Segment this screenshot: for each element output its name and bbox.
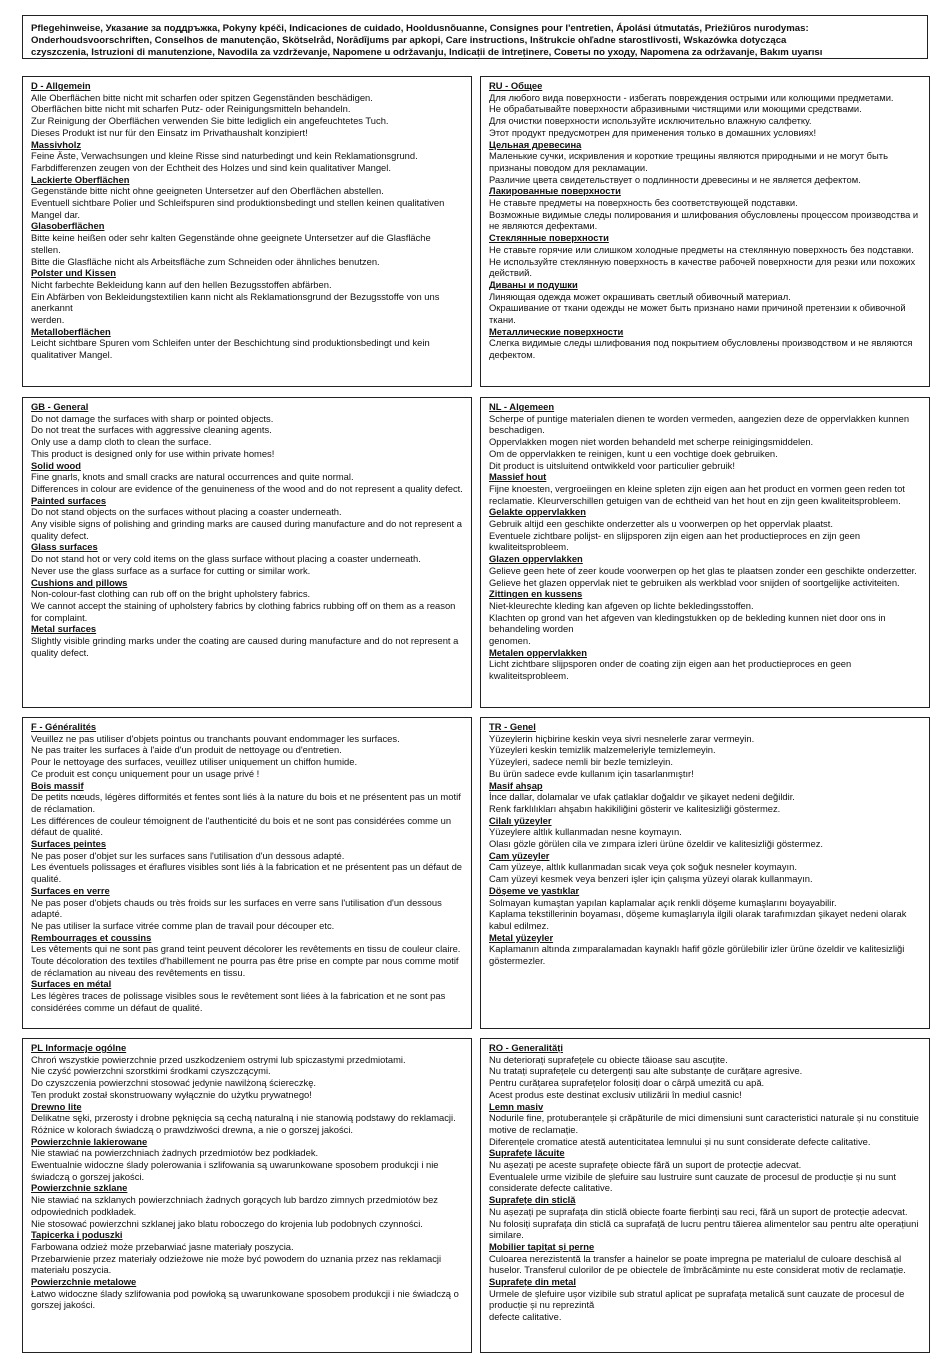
- section-heading: Glasoberflächen: [31, 220, 105, 232]
- section-text: Oppervlakken mogen niet worden behandeld met scherpe reinigingsmiddelen.: [489, 436, 814, 448]
- section-text: Urmele de șlefuire ușor vizibile sub stratul aplicat pe suprafața metalică sunt cauzate de procesul de producție și nu reprezintă: [489, 1287, 905, 1311]
- section-heading: RO - Generalități: [489, 1042, 563, 1053]
- section-heading: RU - Общее: [489, 80, 543, 91]
- section-text: Feine Äste, Verwachsungen und kleine Risse sind naturbedingt und kein Reklamationsgrund.: [31, 150, 418, 162]
- section-text: Для любого вида поверхности - избегать повреждения острыми или колющими предметами.: [489, 91, 894, 103]
- section-text: Kaplamanın altında zımparalamadan kaynaklı hafif gözle görülebilir izler ürüne özeldir ve kalitesizliği göstermezler.: [489, 943, 905, 967]
- section-ro: [480, 1038, 930, 1353]
- section-heading: Surfaces en métal: [31, 978, 112, 990]
- section-text: Only use a damp cloth to clean the surface.: [31, 436, 212, 448]
- section-heading: Rembourrages et coussins: [31, 931, 152, 943]
- section-tr: [480, 717, 930, 1029]
- section-heading: TR - Genel: [489, 721, 536, 732]
- section-text: Farbowana odzież może przebarwiać jasne materiały poszycia.: [31, 1240, 294, 1252]
- section-heading: Cilalı yüzeyler: [489, 814, 552, 826]
- section-text: Do not stand objects on the surfaces without placing a coaster underneath.: [31, 506, 342, 518]
- section-heading: Masif ahşap: [489, 779, 543, 791]
- section-text: Различие цвета свидетельствует о подлинности древесины и не является дефектом.: [489, 173, 861, 185]
- section-text: Gelieve geen hete of zeer koude voorwerpen op het glas te plaatsen zonder een geschikte onderzetter. Gelieve het glazen oppervlak niet te gebruiken als werkblad voor snijden of soortgelijke activiteiten.: [489, 564, 917, 588]
- section-text: Возможные видимые следы полирования и шлифования обусловлены процессом производства и не являются дефектами.: [489, 208, 919, 232]
- section-heading: Cushions and pillows: [31, 576, 128, 588]
- section-ru: [480, 76, 930, 387]
- section-text: Om de oppervlakken te reinigen, kunt u een vochtige doek gebruiken.: [489, 447, 778, 459]
- section-text: Для очистки поверхности используйте исключительно влажную салфетку.: [489, 115, 812, 127]
- section-text: Dit product is uitsluitend ontwikkeld voor particulier gebruik!: [489, 459, 735, 471]
- section-text: Ne pas utiliser la surface vitrée comme plan de travail pour découper etc.: [31, 919, 335, 931]
- section-text: Do not treat the surfaces with aggressive cleaning agents.: [31, 424, 272, 436]
- section-text: Gegenstände bitte nicht ohne geeigneten Untersetzer auf den Oberflächen abstellen.: [31, 185, 384, 197]
- section-text: Przebarwienie przez materiały odzieżowe nie może być powodem do uznania przez nas reklamacji materiału poszycia.: [31, 1252, 442, 1276]
- section-text: Не обрабатывайте поверхности абразивными чистящими или моющими средствами.: [489, 103, 862, 115]
- section-text: Nu așezați pe suprafața din sticlă obiecte foarte fierbinți sau reci, fără un suport de protecție adecvat. Nu folosiți suprafața din sticlă ca suprafață de lucru pentru tăierea alimentelor sau pentru alte operațiuni similare.: [489, 1205, 919, 1241]
- section-heading: NL - Algemeen: [489, 401, 555, 412]
- section-text: Маленькие сучки, искривления и короткие трещины являются природными и не могут быть признаны поводом для рекламации.: [489, 150, 888, 173]
- section-text: Nie stawiać na szklanych powierzchniach żadnych gorących lub bardzo zimnych przedmiotów bez odpowiednich podkładek.: [31, 1194, 438, 1217]
- section-text: Chroń wszystkie powierzchnie przed uszkodzeniem ostrymi lub spiczastymi przedmiotami.: [31, 1053, 406, 1065]
- section-heading: D - Allgemein: [31, 80, 91, 91]
- section-text: Ewentualnie widoczne ślady polerowania i szlifowania są uwarunkowane sposobem produkcji i nie świadczą o gorszej jakości.: [31, 1159, 439, 1182]
- section-text: Do not damage the surfaces with sharp or pointed objects.: [31, 412, 274, 424]
- section-text: Не ставьте предметы на поверхность без соответствующей подставки.: [489, 197, 798, 209]
- section-heading: Metalloberflächen: [31, 325, 111, 337]
- section-text: Fine gnarls, knots and small cracks are natural occurrences and quite normal.: [31, 471, 354, 483]
- section-text: Diferențele cromatice atestă autenticitatea lemnului și nu sunt considerate defecte calitative.: [489, 1135, 871, 1147]
- section-text: Niet-kleurechte kleding kan afgeven op lichte bekledingsstoffen.: [489, 599, 754, 611]
- section-text: Nie stosować powierzchni szklanej jako blatu roboczego do krojenia lub podobnych czynności.: [31, 1217, 423, 1229]
- section-heading: Metal yüzeyler: [489, 931, 554, 943]
- section-heading: Suprafețe din metal: [489, 1276, 576, 1288]
- section-fr: [22, 717, 472, 1029]
- section-text: Veuillez ne pas utiliser d'objets pointus ou tranchants pouvant endommager les surfaces.: [31, 732, 400, 744]
- section-text: Culoarea nerezistentă la transfer a hainelor se poate impregna pe materialul de culoare deschisă al huselor. Transferul culorilor de pe obiectele de îmbrăcăminte nu este considerat motiv de reclamație.: [489, 1252, 906, 1276]
- section-text: Toute décoloration des textiles d'habillement ne pourra pas être prise en compte par nous comme motif de réclamation au niveau des revêtements en tissu.: [31, 955, 459, 978]
- section-text: Do not stand hot or very cold items on the glass surface without placing a coaster underneath.: [31, 553, 421, 565]
- section-heading: Cam yüzeyler: [489, 849, 550, 861]
- section-text: Ne pas poser d'objets chauds ou très froids sur les surfaces en verre sans l'utilisation d'un dessous adapté.: [31, 896, 442, 920]
- section-text: De petits nœuds, légères difformités et fentes sont liés à la nature du bois et ne présentent pas un motif de réclamation.: [31, 791, 461, 814]
- section-text: We cannot accept the staining of upholstery fabrics by clothing fabrics rubbing off on them as a reason for complaint.: [31, 599, 456, 623]
- section-text: Nodurile fine, protuberanțele și crăpăturile de mici dimensiuni sunt caracteristici naturale și nu constituie motive de reclamație.: [489, 1112, 919, 1135]
- section-heading: Metal surfaces: [31, 623, 97, 635]
- section-text: Acest produs este destinat exclusiv utilizării în mediul casnic!: [489, 1088, 742, 1100]
- section-text: Non-colour-fast clothing can rub off on the bright upholstery fabrics.: [31, 588, 311, 600]
- section-heading: Suprafețe lăcuite: [489, 1147, 565, 1159]
- section-text: werden.: [31, 314, 65, 326]
- section-text: Łatwo widoczne ślady szlifowania pod powłoką są uwarunkowane sposobem produkcji i nie świadczą o gorszej jakości.: [31, 1287, 459, 1311]
- section-text: Ne pas traiter les surfaces à l'aide d'un produit de nettoyage ou d'entretien.: [31, 744, 342, 756]
- section-text: Les éventuels polissages et éraflures visibles sont liés à la fabrication et ne présentent pas un défaut de qualité.: [31, 861, 462, 885]
- section-text: Kaplama tekstillerinin boyaması, döşeme kumaşlarıyla ilgili olarak tarafımızdan şikayet nedeni olarak kabul edilmez.: [489, 908, 907, 931]
- section-heading: Powierzchnie szklane: [31, 1182, 128, 1194]
- section-text: Eventualele urme vizibile de șlefuire sau lustruire sunt cauzate de procesul de producție și nu sunt considerate defecte calitative.: [489, 1170, 896, 1194]
- section-nl: [480, 397, 930, 708]
- section-heading: F - Généralités: [31, 721, 97, 732]
- section-heading: Powierzchnie lakierowane: [31, 1135, 148, 1147]
- section-heading: Surfaces peintes: [31, 838, 107, 850]
- section-heading: Lackierte Oberflächen: [31, 173, 130, 185]
- section-text: Окрашивание от ткани одежды не может быть признано нами причиной претензии к обивочной ткани.: [489, 302, 906, 326]
- section-text: Oberflächen bitte nicht mit scharfen Putz- oder Reinigungsmitteln behandeln.: [31, 103, 351, 115]
- section-text: Не используйте стеклянную поверхность в качестве рабочей поверхности для резки или похожих действий.: [489, 255, 916, 279]
- section-heading: Lemn masiv: [489, 1100, 544, 1112]
- section-heading: Solid wood: [31, 459, 81, 471]
- section-gb: [22, 397, 472, 708]
- section-text: Bitte keine heißen oder sehr kalten Gegenstände ohne geeignete Untersetzer auf die Glasfläche stellen.: [31, 232, 431, 255]
- section-text: Yüzeylere altlık kullanmadan nesne koymayın.: [489, 826, 682, 838]
- section-heading: Powierzchnie metalowe: [31, 1276, 137, 1288]
- section-text: Ne pas poser d'objet sur les surfaces sans l'utilisation d'un dessous adapté.: [31, 849, 345, 861]
- header-line: Onderhoudsvoorschriften, Conselhos de manutenção, Skötselråd, Norādījums par apkopi, Care instructions, Inštrukcie ohľadne starostlivosti, Wskazówka dotycząca: [31, 35, 787, 46]
- section-text: This product is designed only for use within private homes!: [31, 447, 275, 459]
- section-heading: Glazen oppervlakken: [489, 553, 583, 565]
- section-text: Scherpe of puntige materialen dienen te worden vermeden, aangezien deze de oppervlakken kunnen beschadigen.: [489, 412, 910, 436]
- section-heading: Painted surfaces: [31, 494, 107, 506]
- section-heading: PL Informacje ogólne: [31, 1042, 127, 1053]
- section-text: Zur Reinigung der Oberflächen verwenden Sie bitte lediglich ein angefeuchtetes Tuch.: [31, 115, 389, 127]
- section-text: Fijne knoesten, vergroeiingen en kleine spleten zijn eigen aan het product en vormen geen reden tot reclamatie. Kleurverschillen getuigen van de echtheid van het hout en zijn geen kwaliteitsprobleem.: [489, 482, 905, 506]
- section-text: Leicht sichtbare Spuren vom Schleifen unter der Beschichtung sind produktionsbedingt und kein qualitativer Mangel.: [31, 337, 430, 361]
- section-text: Les différences de couleur témoignent de l'authenticité du bois et ne sont pas considérées comme un défaut de qualité.: [31, 814, 452, 838]
- section-text: defecte calitative.: [489, 1311, 562, 1323]
- care-instructions-header: [22, 15, 928, 59]
- section-heading: Лакированные поверхности: [489, 185, 621, 197]
- section-text: Differences in colour are evidence of the genuineness of the wood and do not represent a quality defect.: [31, 482, 463, 494]
- section-text: Slightly visible grinding marks under the coating are caused during manufacture and do not represent a quality defect.: [31, 635, 459, 658]
- section-de: [22, 76, 472, 387]
- section-text: Nie stawiać na powierzchniach żadnych przedmiotów bez podkładek.: [31, 1147, 319, 1159]
- section-text: Alle Oberflächen bitte nicht mit scharfen oder spitzen Gegenständen beschädigen.: [31, 91, 373, 103]
- section-text: Этот продукт предусмотрен для применения только в домашних условиях!: [489, 126, 817, 138]
- section-text: Слегка видимые следы шлифования под покрытием обусловлены производством и не являются дефектом.: [489, 337, 913, 361]
- section-text: Les vêtements qui ne sont pas grand teint peuvent décolorer les revêtements en tissu de couleur claire.: [31, 943, 461, 955]
- section-heading: GB - General: [31, 401, 89, 412]
- section-heading: Drewno lite: [31, 1100, 82, 1112]
- section-heading: Диваны и подушки: [489, 278, 578, 290]
- section-text: Never use the glass surface as a surface for cutting or similar work.: [31, 564, 311, 576]
- section-text: Eventuell sichtbare Polier und Schleifspuren sind produktionsbedingt und stellen keinen qualitativen Mangel dar.: [31, 197, 445, 220]
- section-heading: Tapicerka i poduszki: [31, 1229, 123, 1241]
- section-text: Solmayan kumaştan yapılan kaplamalar açık renkli döşeme kumaşlarını boyayabilir.: [489, 896, 837, 908]
- section-text: Yüzeylerin hiçbirine keskin veya sivri nesnelerle zarar vermeyin.: [489, 732, 755, 744]
- section-text: Klachten op grond van het afgeven van kledingstukken op de bekleding kunnen niet door ons in behandeling worden: [489, 611, 886, 635]
- section-heading: Massief hout: [489, 471, 547, 483]
- section-text: Ein Abfärben von Bekleidungstextilien kann nicht als Reklamationsgrund der Bezugsstoffe von uns anerkannt: [31, 290, 440, 314]
- section-text: Eventuele zichtbare polijst- en slijpsporen zijn eigen aan het productieproces en zijn geen kwaliteitsprobleem.: [489, 529, 861, 553]
- section-text: Bu ürün sadece evde kullanım için tasarlanmıştır!: [489, 767, 694, 779]
- section-heading: Suprafețe din sticlă: [489, 1194, 576, 1206]
- section-text: Cam yüzeyi kesmek veya benzeri işler için çalışma yüzeyi olarak kullanmayın.: [489, 873, 813, 885]
- section-text: Nu tratați suprafețele cu detergenți sau alte substanțe de curățare agresive.: [489, 1065, 803, 1077]
- section-text: Nu deteriorați suprafețele cu obiecte tăioase sau ascuțite.: [489, 1053, 728, 1065]
- header-line: Pflegehinweise, Указание за поддръжка, Pokyny kpéči, Indicaciones de cuidado, Hooldusnõuanne, Consignes pour l'entretien, Ápolási útmutatás, Priežiūros nurodymas:: [31, 23, 809, 34]
- section-text: Licht zichtbare slijpsporen onder de coating zijn eigen aan het productieproces en geen kwaliteitsprobleem.: [489, 658, 852, 682]
- section-heading: Bois massif: [31, 779, 84, 791]
- section-text: Olası gözle görülen cila ve zımpara izleri ürüne özeldir ve kalitesizliği göstermez.: [489, 838, 823, 850]
- section-text: Ce produit est conçu uniquement pour un usage privé !: [31, 767, 260, 779]
- section-text: Gebruik altijd een geschikte onderzetter als u voorwerpen op het oppervlak plaatst.: [489, 518, 833, 530]
- section-heading: Glass surfaces: [31, 541, 98, 553]
- section-text: Nu așezați pe aceste suprafețe obiecte fără un suport de protecție adecvat.: [489, 1159, 802, 1171]
- section-heading: Mobilier tapițat și perne: [489, 1240, 595, 1252]
- section-text: genomen.: [489, 635, 531, 647]
- section-text: Delikatne sęki, przerosty i drobne pęknięcia są cechą naturalną i nie stanowią podstawy do reklamacji.: [31, 1112, 456, 1124]
- section-heading: Massivholz: [31, 138, 82, 150]
- section-text: Bitte die Glasfläche nicht als Arbeitsfläche zum Schneiden oder ähnliches benutzen.: [31, 255, 380, 267]
- section-heading: Döşeme ve yastıklar: [489, 884, 580, 896]
- section-heading: Metalen oppervlakken: [489, 646, 587, 658]
- section-pl: [22, 1038, 472, 1353]
- section-heading: Металлические поверхности: [489, 325, 624, 337]
- section-heading: Surfaces en verre: [31, 884, 110, 896]
- section-text: Линяющая одежда может окрашивать светлый обивочный материал.: [489, 290, 791, 302]
- section-text: Ten produkt został skonstruowany wyłącznie do użytku prywatnego!: [31, 1088, 312, 1100]
- section-heading: Gelakte oppervlakken: [489, 506, 586, 518]
- section-text: Farbdifferenzen zeugen von der Echtheit des Holzes und sind kein qualitativer Mangel.: [31, 161, 391, 173]
- section-text: Any visible signs of polishing and grinding marks are caused during manufacture and do not represent a quality defect.: [31, 518, 462, 541]
- section-heading: Цельная древесина: [489, 138, 582, 150]
- section-text: Pentru curățarea suprafețelor folosiți doar o cârpă umezită cu apă.: [489, 1077, 765, 1089]
- section-text: Pour le nettoyage des surfaces, veuillez utiliser uniquement un chiffon humide.: [31, 756, 358, 768]
- section-text: Cam yüzeye, altlık kullanmadan sıcak veya çok soğuk nesneler koymayın.: [489, 861, 797, 873]
- section-text: Dieses Produkt ist nur für den Einsatz im Privathaushalt konzipiert!: [31, 126, 308, 138]
- section-heading: Стеклянные поверхности: [489, 232, 609, 244]
- section-text: Do czyszczenia powierzchni stosować jedynie nawilżoną ściereczkę.: [31, 1077, 317, 1089]
- section-text: Yüzeyleri, sadece nemli bir bezle temizleyin.: [489, 756, 673, 768]
- section-heading: Zittingen en kussens: [489, 588, 583, 600]
- section-text: Les légères traces de polissage visibles sous le revêtement sont liées à la fabrication et ne sont pas considérées comme un défaut de qualité.: [31, 990, 446, 1013]
- section-text: Не ставьте горячие или слишком холодные предметы на стеклянную поверхность без подставки.: [489, 243, 914, 255]
- section-text: Nicht farbechte Bekleidung kann auf den hellen Bezugsstoffen abfärben.: [31, 278, 332, 290]
- section-text: Nie czyść powierzchni szorstkimi środkami czyszczącymi.: [31, 1065, 271, 1077]
- header-line: czyszczenia, Istruzioni di manutenzione, Navodila za vzdrževanje, Napomene u održavanju, Indicații de întreținere, Советы по уходу, Napomena za održavanje, Bakım uyarısı: [31, 47, 823, 58]
- section-heading: Polster und Kissen: [31, 267, 116, 279]
- section-text: İnce dallar, dolamalar ve ufak çatlaklar doğaldır ve şikayet nedeni değildir.: [489, 791, 795, 803]
- section-text: Renk farklılıkları ahşabın hakikiliğini gösterir ve kalitesizliği göstermez.: [489, 802, 781, 814]
- section-text: Yüzeyleri keskin temizlik malzemeleriyle temizlemeyin.: [489, 744, 716, 756]
- section-text: Różnice w kolorach świadczą o prawdziwości drewna, a nie o gorszej jakości.: [31, 1123, 354, 1135]
